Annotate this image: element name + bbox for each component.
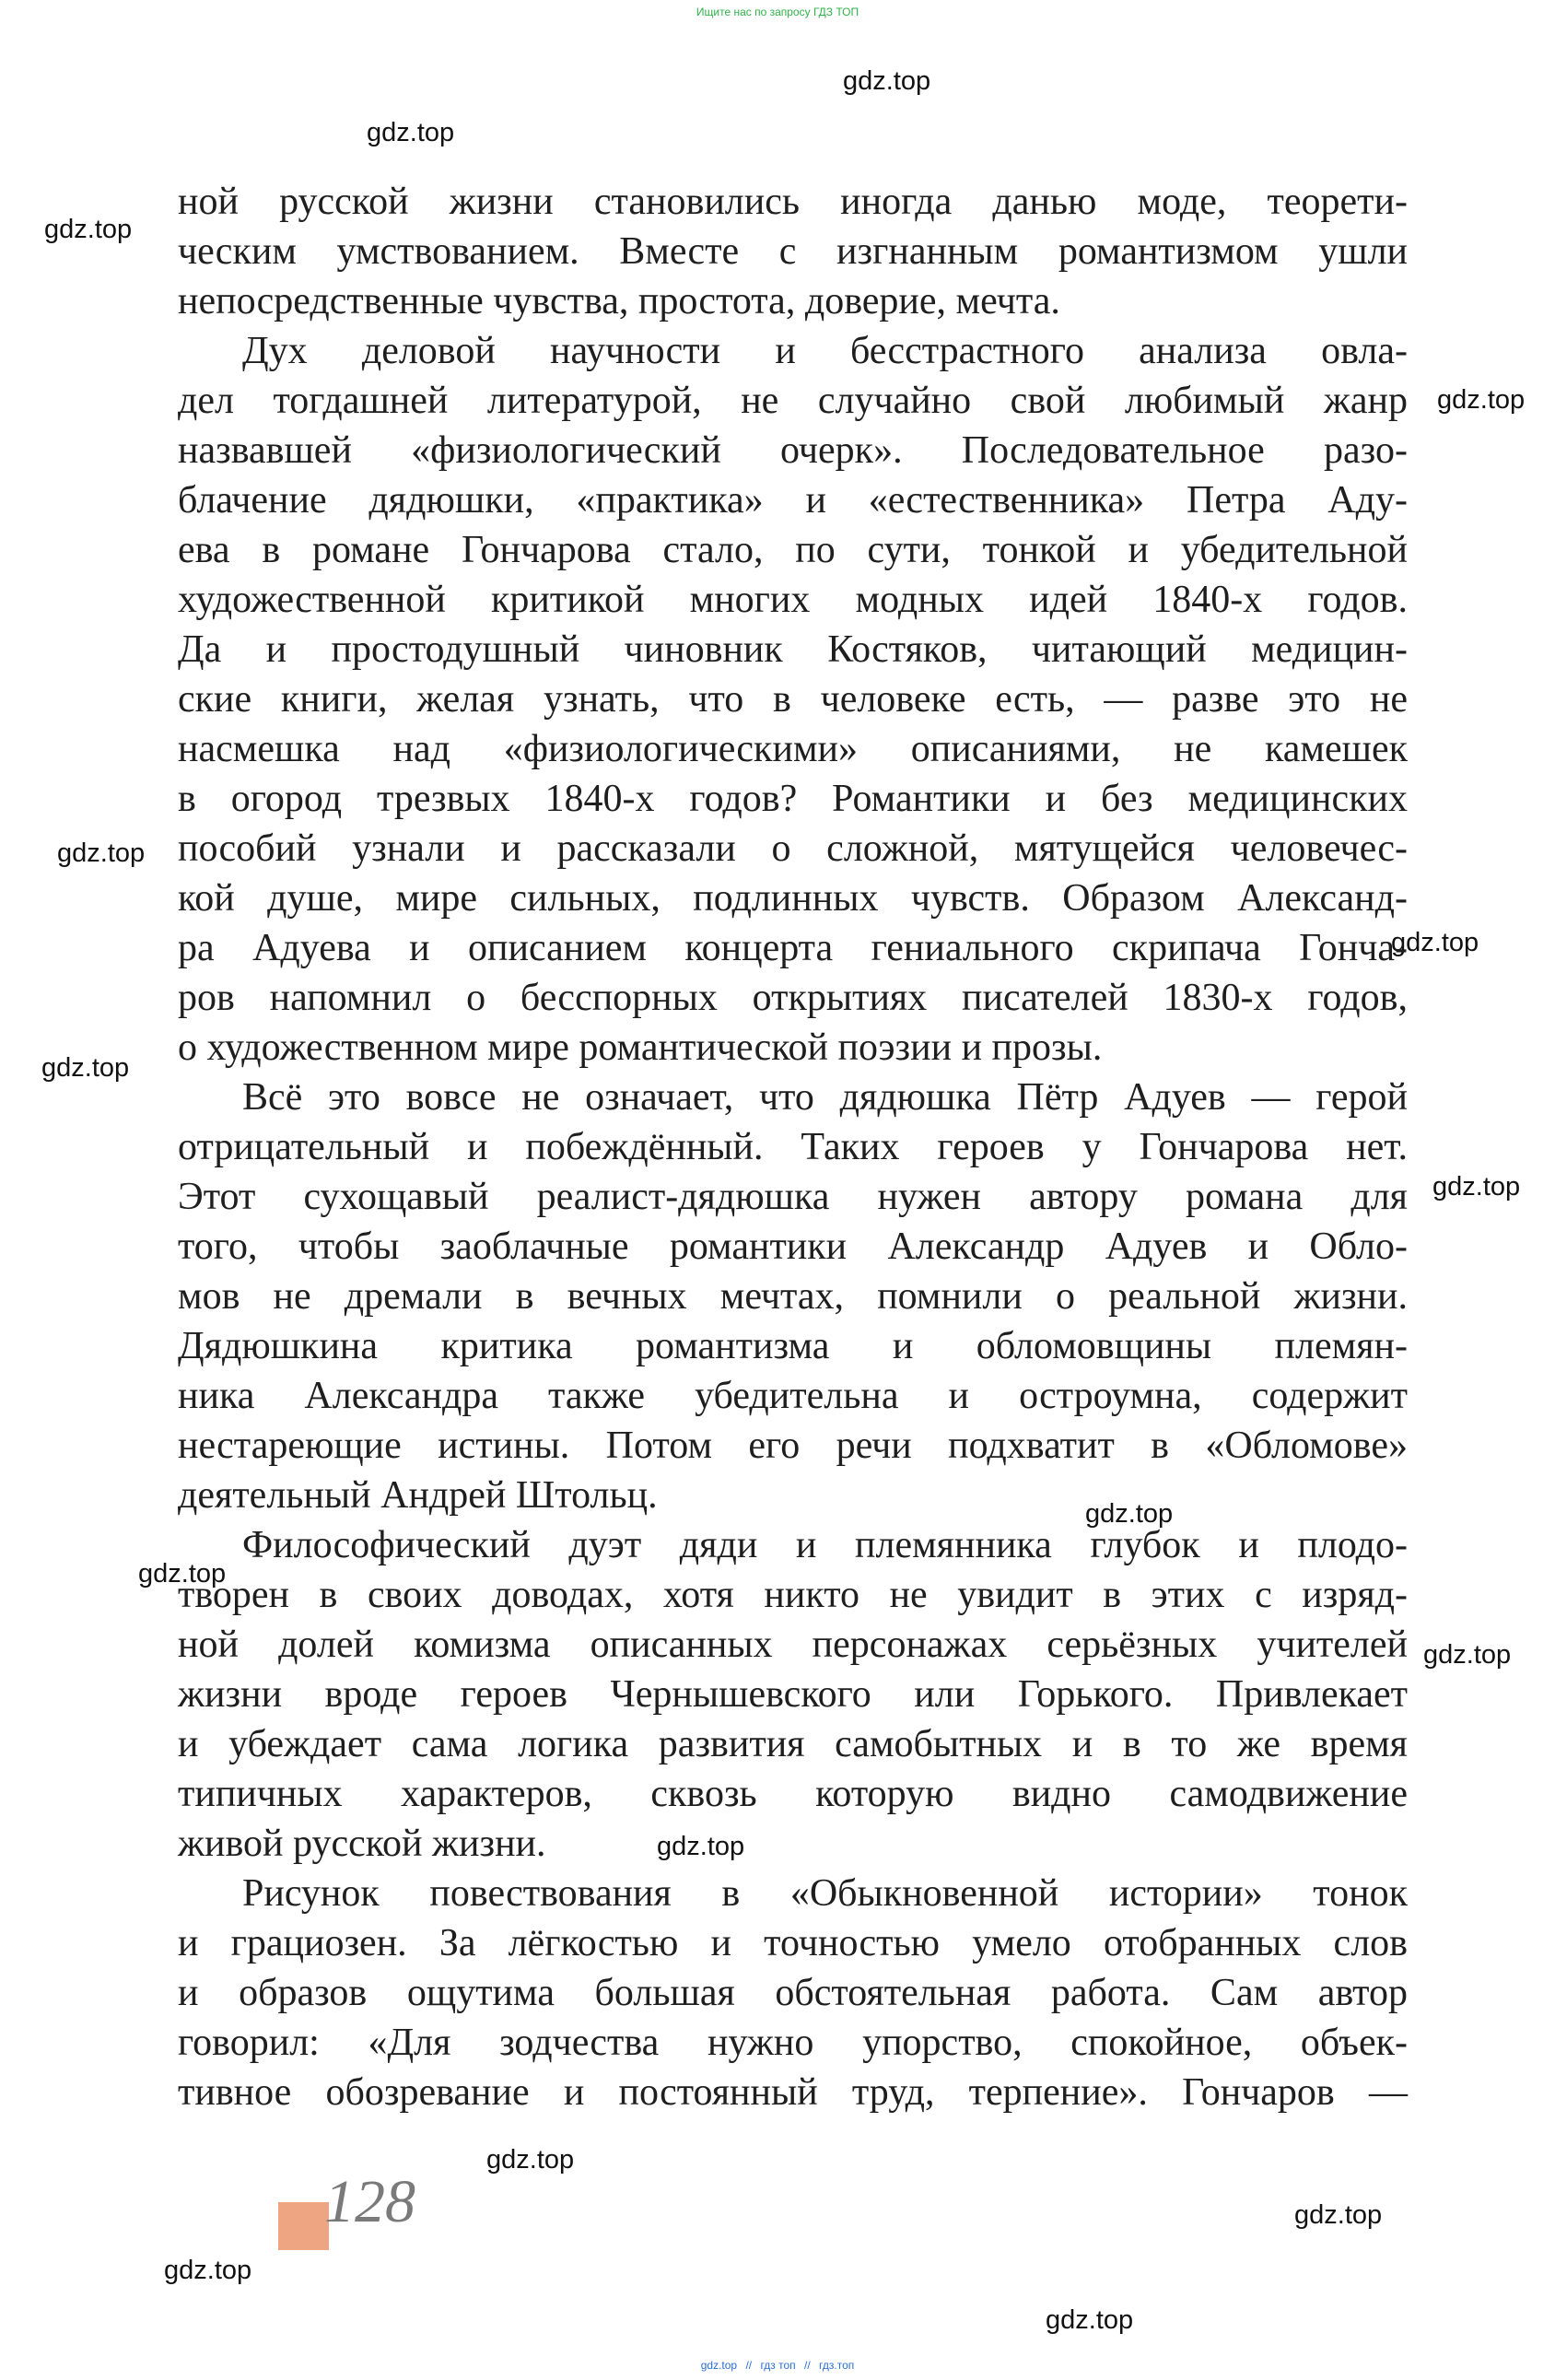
page-number: 128 [324,2168,415,2235]
footer-separator: // [745,2359,753,2372]
watermark: gdz.top [486,2145,575,2175]
watermark: gdz.top [164,2256,252,2285]
text-line: пособий узнали и рассказали о сложной, мятущейся человечес- [178,827,1408,870]
text-line: ра Адуева и описанием концерта гениального скрипача Гонча- [178,927,1408,969]
watermark: gdz.top [57,838,146,868]
text-line: блачение дядюшки, «практика» и «естественника» Петра Аду- [178,479,1408,522]
body-text [178,177,1408,2117]
footer-separator: // [804,2359,811,2372]
footer-link[interactable]: гдз.топ [819,2359,855,2372]
text-line: непосредственные чувства, простота, доверие, мечта. [178,280,1060,322]
watermark: gdz.top [1294,2200,1383,2230]
watermark: gdz.top [1423,1640,1512,1670]
text-line: живой русской жизни. [178,1823,546,1865]
text-line: кой душе, мире сильных, подлинных чувств. Образом Александ- [178,877,1408,920]
text-line: ной русской жизни становились иногда данью моде, теорети- [178,181,1408,223]
text-line: деятельный Андрей Штольц. [178,1474,658,1517]
text-line: тивное обозревание и постоянный труд, терпение». Гончаров — [178,2071,1408,2114]
watermark: gdz.top [843,66,931,96]
text-line: жизни вроде героев Чернышевского или Горького. Привлекает [178,1673,1408,1716]
text-line: типичных характеров, сквозь которую видно самодвижение [178,1773,1408,1815]
text-line: того, чтобы заоблачные романтики Александр Адуев и Обло- [178,1225,1408,1268]
text-line: насмешка над «физиологическими» описаниями, не камешек [178,728,1408,770]
search-hint: Ищите нас по запросу ГДЗ ТОП [696,6,859,18]
text-line: Рисунок повествования в «Обыкновенной истории» тонок [242,1872,1408,1915]
text-line: ров напомнил о бесспорных открытиях писателей 1830-х годов, [178,977,1408,1019]
text-line: нестареющие истины. Потом его речи подхватит в «Обломове» [178,1424,1408,1467]
text-line: Дух деловой научности и бесстрастного анализа овла- [242,330,1408,372]
text-line: ева в романе Гончарова стало, по сути, тонкой и убедительной [178,529,1408,571]
watermark: gdz.top [657,1832,745,1861]
watermark: gdz.top [1046,2305,1134,2335]
footer-link[interactable]: гдз топ [760,2359,796,2372]
text-line: творен в своих доводах, хотя никто не увидит в этих с изряд- [178,1574,1408,1616]
text-line: назвавшей «физиологический очерк». Последовательное разо- [178,429,1408,472]
watermark: gdz.top [1391,928,1479,957]
text-line: ной долей комизма описанных персонажах серьёзных учителей [178,1624,1408,1666]
text-line: в огород трезвых 1840-х годов? Романтики и без медицинских [178,778,1408,820]
text-line: ника Александра также убедительна и остроумна, содержит [178,1375,1408,1417]
watermark: gdz.top [367,118,455,147]
text-line: Философический дуэт дяди и племянника глубок и плодо- [242,1524,1408,1566]
watermark: gdz.top [1085,1499,1174,1529]
watermark: gdz.top [1432,1172,1521,1202]
page-color-marker [278,2202,329,2250]
text-line: Дядюшкина критика романтизма и обломовщины племян- [178,1325,1408,1367]
watermark: gdz.top [1437,385,1526,415]
footer-link[interactable]: gdz.top [700,2359,738,2372]
text-line: и образов ощутима большая обстоятельная работа. Сам автор [178,1972,1408,2014]
text-line: о художественном мире романтической поэзии и прозы. [178,1026,1103,1069]
text-line: отрицательный и побеждённый. Таких героев у Гончарова нет. [178,1126,1408,1168]
text-line: говорил: «Для зодчества нужно упорство, спокойное, объек- [178,2022,1408,2064]
text-line: ческим умствованием. Вместе с изгнанным романтизмом ушли [178,230,1408,273]
text-line: Этот сухощавый реалист-дядюшка нужен автору романа для [178,1176,1408,1218]
text-line: и убеждает сама логика развития самобытных и в то же время [178,1723,1408,1765]
watermark: gdz.top [44,215,133,244]
text-line: Да и простодушный чиновник Костяков, читающий медицин- [178,628,1408,671]
text-line: ские книги, желая узнать, что в человеке есть, — разве это не [178,678,1408,721]
text-line: мов не дремали в вечных мечтах, помнили о реальной жизни. [178,1275,1408,1318]
watermark: gdz.top [41,1053,130,1083]
watermark: gdz.top [138,1559,227,1589]
text-line: Всё это вовсе не означает, что дядюшка Пётр Адуев — герой [242,1076,1408,1119]
text-line: художественной критикой многих модных идей 1840-х годов. [178,579,1408,621]
text-line: дел тогдашней литературой, не случайно свой любимый жанр [178,380,1408,422]
footer-links [0,2359,1555,2372]
text-line: и грациозен. За лёгкостью и точностью умело отобранных слов [178,1922,1408,1964]
